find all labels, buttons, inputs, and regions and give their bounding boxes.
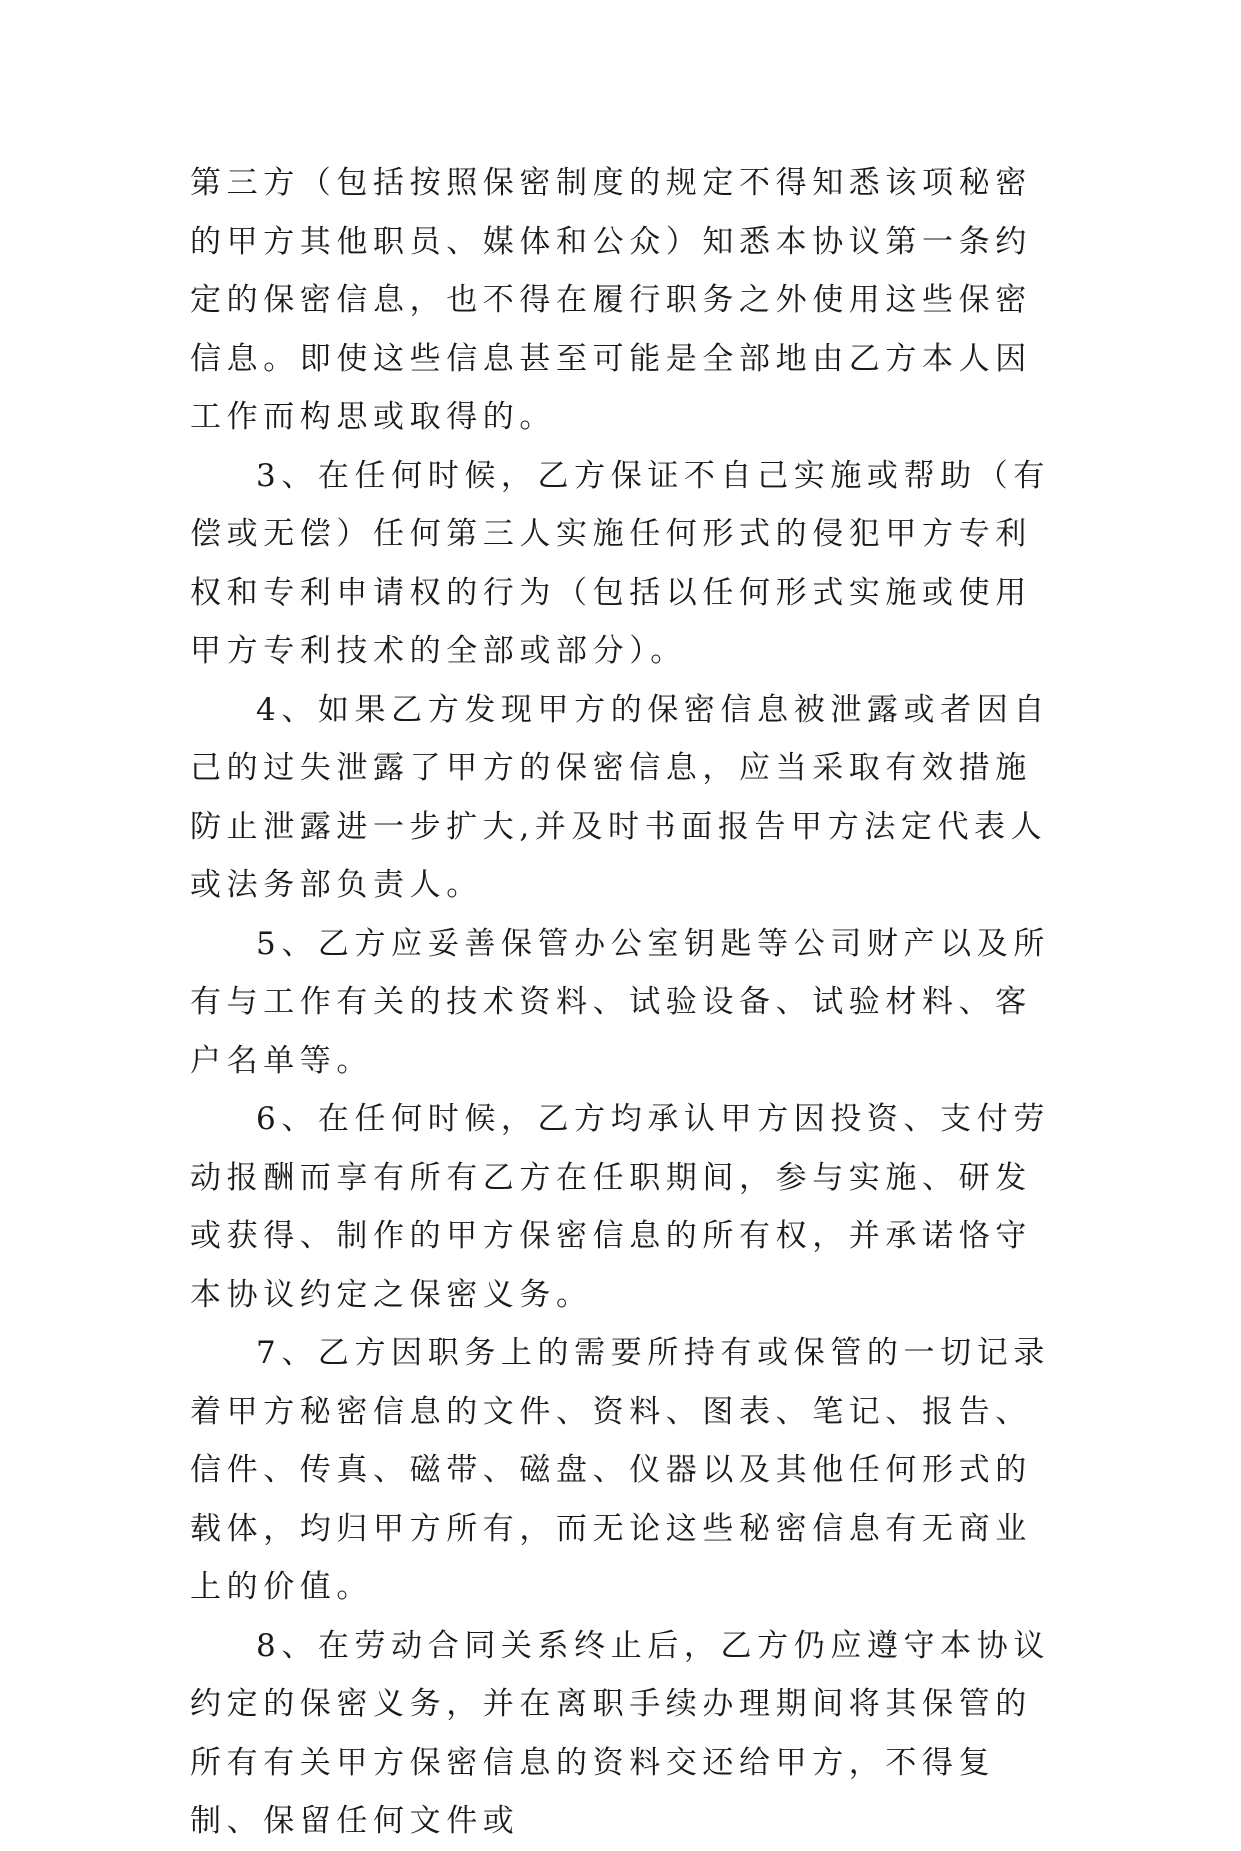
paragraph-clause-3: 3、在任何时候，乙方保证不自己实施或帮助（有偿或无偿）任何第三人实施任何形式的侵犯甲方专利权和专利申请权的行为（包括以任何形式实施或使用甲方专利技术的全部或部分）。 xyxy=(190,457,1050,669)
paragraph-clause-7: 7、乙方因职务上的需要所持有或保管的一切记录着甲方秘密信息的文件、资料、图表、笔记、报告、信件、传真、磁带、磁盘、仪器以及其他任何形式的载体，均归甲方所有，而无论这些秘密信息有无商业上的价值。 xyxy=(190,1335,1050,1605)
paragraph-clause-8: 8、在劳动合同关系终止后，乙方仍应遵守本协议约定的保密义务，并在离职手续办理期间将其保管的所有有关甲方保密信息的资料交还给甲方，不得复制、保留任何文件或 xyxy=(190,1627,1050,1839)
paragraph-clause-4: 4、如果乙方发现甲方的保密信息被泄露或者因自己的过失泄露了甲方的保密信息，应当采取有效措施防止泄露进一步扩大,并及时书面报告甲方法定代表人或法务部负责人。 xyxy=(190,691,1050,903)
paragraph-clause-6: 6、在任何时候，乙方均承认甲方因投资、支付劳动报酬而享有所有乙方在任职期间，参与实施、研发或获得、制作的甲方保密信息的所有权，并承诺恪守本协议约定之保密义务。 xyxy=(190,1101,1050,1313)
paragraph-continuation: 第三方（包括按照保密制度的规定不得知悉该项秘密的甲方其他职员、媒体和公众）知悉本协议第一条约定的保密信息，也不得在履行职务之外使用这些保密信息。即使这些信息甚至可能是全部地由乙方本人因工作而构思或取得的。 xyxy=(190,165,1032,435)
paragraph-clause-5: 5、乙方应妥善保管办公室钥匙等公司财产以及所有与工作有关的技术资料、试验设备、试验材料、客户名单等。 xyxy=(190,925,1050,1079)
document-body xyxy=(190,154,1052,1851)
